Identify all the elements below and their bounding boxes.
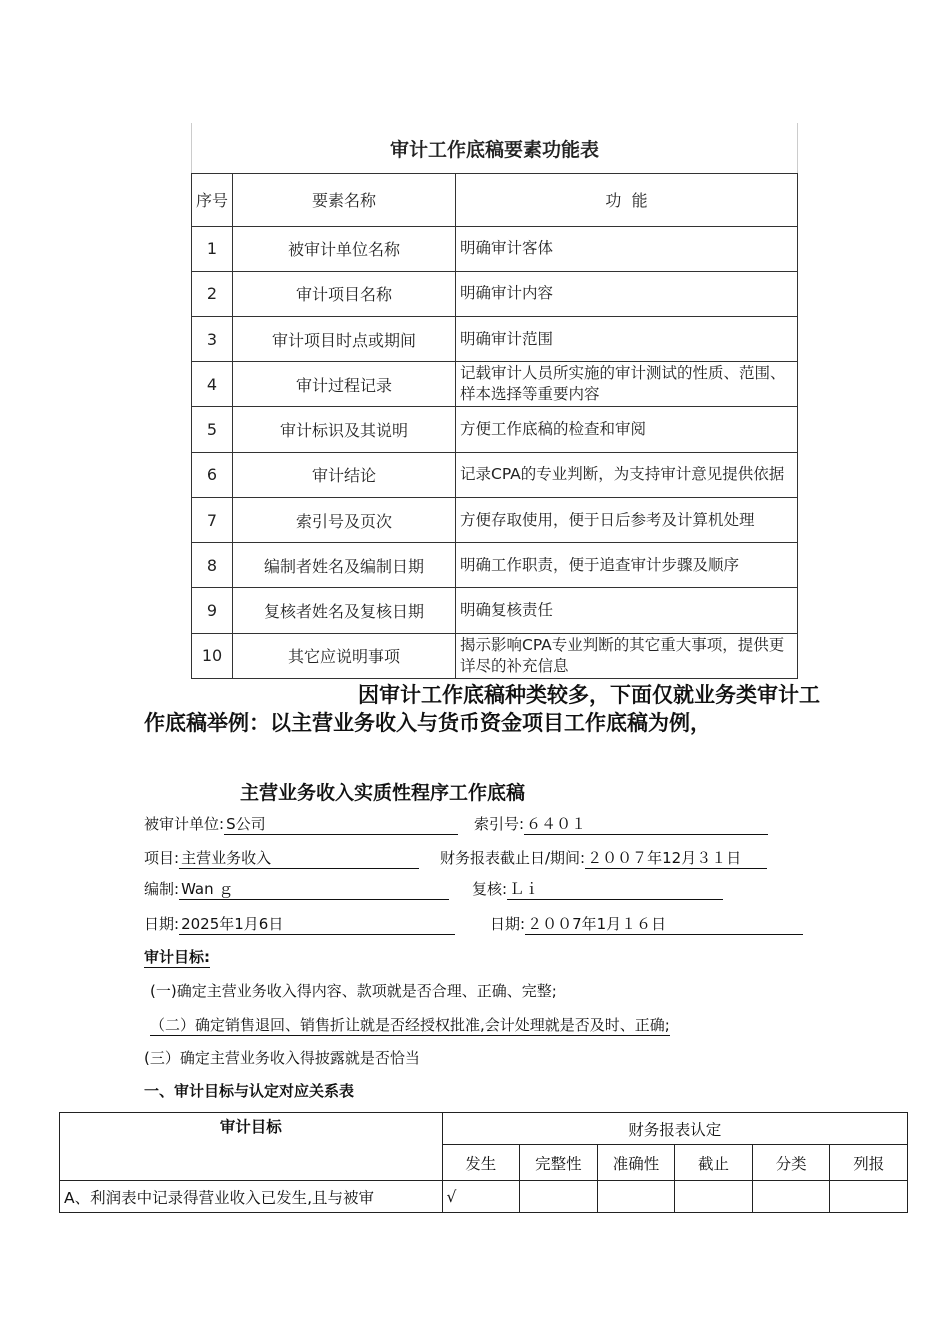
row-name: 审计标识及其说明 bbox=[233, 407, 456, 452]
row-function: 揭示影响CPA专业判断的其它重大事项，提供更详尽的补充信息 bbox=[456, 633, 798, 678]
reviewed-value: Ｌｉ bbox=[507, 878, 723, 900]
doc-title: 主营业务收入实质性程序工作底稿 bbox=[240, 782, 526, 804]
table-row bbox=[60, 1181, 908, 1213]
row-no: 1 bbox=[192, 226, 233, 271]
row-name: 其它应说明事项 bbox=[233, 633, 456, 678]
goal-cell: A、利润表中记录得营业收入已发生,且与被审 bbox=[60, 1181, 443, 1213]
row-name: 审计过程记录 bbox=[233, 362, 456, 407]
row-function: 明确审计客体 bbox=[456, 226, 798, 271]
row-name: 审计项目名称 bbox=[233, 271, 456, 316]
header-no: 序号 bbox=[192, 174, 233, 226]
prepared-label: 编制: bbox=[144, 880, 180, 898]
assertion-table bbox=[59, 1112, 908, 1213]
reviewed-label: 复核: bbox=[472, 880, 508, 898]
col-goal-header: 审计目标 bbox=[60, 1113, 443, 1181]
mark-cell bbox=[597, 1181, 675, 1213]
assertion-header: 分类 bbox=[752, 1145, 830, 1181]
row-no: 2 bbox=[192, 271, 233, 316]
period-value: ２００７年12月３１日 bbox=[585, 847, 767, 869]
intro-text: 因审计工作底稿种类较多，下面仅就业务类审计工作底稿举例：以主营业务收入与货币资金项目工作底稿为例， bbox=[144, 683, 820, 735]
date-reviewed-value: ２００7年1月１６日 bbox=[525, 913, 803, 935]
project-value: 主营业务收入 bbox=[179, 847, 419, 869]
prepared-value: Wan ｇ bbox=[179, 878, 449, 900]
mark-cell: √ bbox=[442, 1181, 520, 1213]
row-no: 5 bbox=[192, 407, 233, 452]
field-date-prepared bbox=[144, 913, 455, 935]
element-table-title: 审计工作底稿要素功能表 bbox=[192, 123, 798, 174]
row-no: 9 bbox=[192, 588, 233, 633]
row-name: 编制者姓名及编制日期 bbox=[233, 543, 456, 588]
mark-cell bbox=[675, 1181, 753, 1213]
assertion-header: 列报 bbox=[830, 1145, 908, 1181]
field-period bbox=[440, 847, 767, 869]
index-label: 索引号: bbox=[474, 815, 525, 833]
date-prepared-label: 日期: bbox=[144, 915, 180, 933]
audited-unit-label: 被审计单位: bbox=[144, 815, 225, 833]
field-project bbox=[144, 847, 419, 869]
table-row bbox=[192, 407, 798, 452]
row-name: 被审计单位名称 bbox=[233, 226, 456, 271]
assertion-header: 完整性 bbox=[520, 1145, 598, 1181]
table-row bbox=[192, 452, 798, 497]
row-no: 8 bbox=[192, 543, 233, 588]
row-function: 明确工作职责，便于追查审计步骤及顺序 bbox=[456, 543, 798, 588]
row-function: 方便存取使用，便于日后参考及计算机处理 bbox=[456, 497, 798, 542]
header-function: 功 能 bbox=[456, 174, 798, 226]
mark-cell bbox=[830, 1181, 908, 1213]
row-no: 4 bbox=[192, 362, 233, 407]
assertion-header: 发生 bbox=[442, 1145, 520, 1181]
table-row bbox=[192, 226, 798, 271]
goals-heading: 审计目标: bbox=[144, 948, 210, 966]
row-name: 审计项目时点或期间 bbox=[233, 317, 456, 362]
index-value: ６４０１ bbox=[524, 813, 768, 835]
section-heading: 一、审计目标与认定对应关系表 bbox=[144, 1082, 355, 1100]
field-audited-unit bbox=[144, 813, 458, 835]
goal-item: (三）确定主营业务收入得披露就是否恰当 bbox=[144, 1049, 420, 1067]
period-label: 财务报表截止日/期间: bbox=[440, 849, 586, 867]
row-function: 记载审计人员所实施的审计测试的性质、范围、样本选择等重要内容 bbox=[456, 362, 798, 407]
table-row bbox=[192, 543, 798, 588]
row-name: 索引号及页次 bbox=[233, 497, 456, 542]
field-index bbox=[474, 813, 768, 835]
table-row bbox=[192, 362, 798, 407]
intro-paragraph bbox=[144, 681, 824, 737]
table-row bbox=[192, 633, 798, 678]
field-date-reviewed bbox=[490, 913, 803, 935]
mark-cell bbox=[520, 1181, 598, 1213]
project-label: 项目: bbox=[144, 849, 180, 867]
goal-item: （二）确定销售退回、销售折让就是否经授权批准,会计处理就是否及时、正确; bbox=[150, 1016, 670, 1034]
row-function: 记录CPA的专业判断，为支持审计意见提供依据 bbox=[456, 452, 798, 497]
row-function: 方便工作底稿的检查和审阅 bbox=[456, 407, 798, 452]
col-assertion-group-header: 财务报表认定 bbox=[442, 1113, 908, 1145]
field-prepared bbox=[144, 878, 449, 900]
date-reviewed-label: 日期: bbox=[490, 915, 526, 933]
row-function: 明确复核责任 bbox=[456, 588, 798, 633]
mark-cell bbox=[752, 1181, 830, 1213]
row-no: 7 bbox=[192, 497, 233, 542]
element-function-table bbox=[191, 123, 798, 679]
table-row bbox=[192, 271, 798, 316]
row-no: 3 bbox=[192, 317, 233, 362]
row-no: 10 bbox=[192, 633, 233, 678]
header-name: 要素名称 bbox=[233, 174, 456, 226]
goal-item: (一)确定主营业务收入得内容、款项就是否合理、正确、完整; bbox=[150, 982, 557, 1000]
row-function: 明确审计范围 bbox=[456, 317, 798, 362]
row-no: 6 bbox=[192, 452, 233, 497]
audited-unit-value: S公司 bbox=[224, 813, 458, 835]
assertion-header: 截止 bbox=[675, 1145, 753, 1181]
row-name: 复核者姓名及复核日期 bbox=[233, 588, 456, 633]
assertion-header: 准确性 bbox=[597, 1145, 675, 1181]
table-row bbox=[192, 588, 798, 633]
date-prepared-value: 2025年1月6日 bbox=[179, 913, 455, 935]
table-row bbox=[192, 497, 798, 542]
table-row bbox=[192, 317, 798, 362]
row-function: 明确审计内容 bbox=[456, 271, 798, 316]
row-name: 审计结论 bbox=[233, 452, 456, 497]
field-reviewed bbox=[472, 878, 723, 900]
